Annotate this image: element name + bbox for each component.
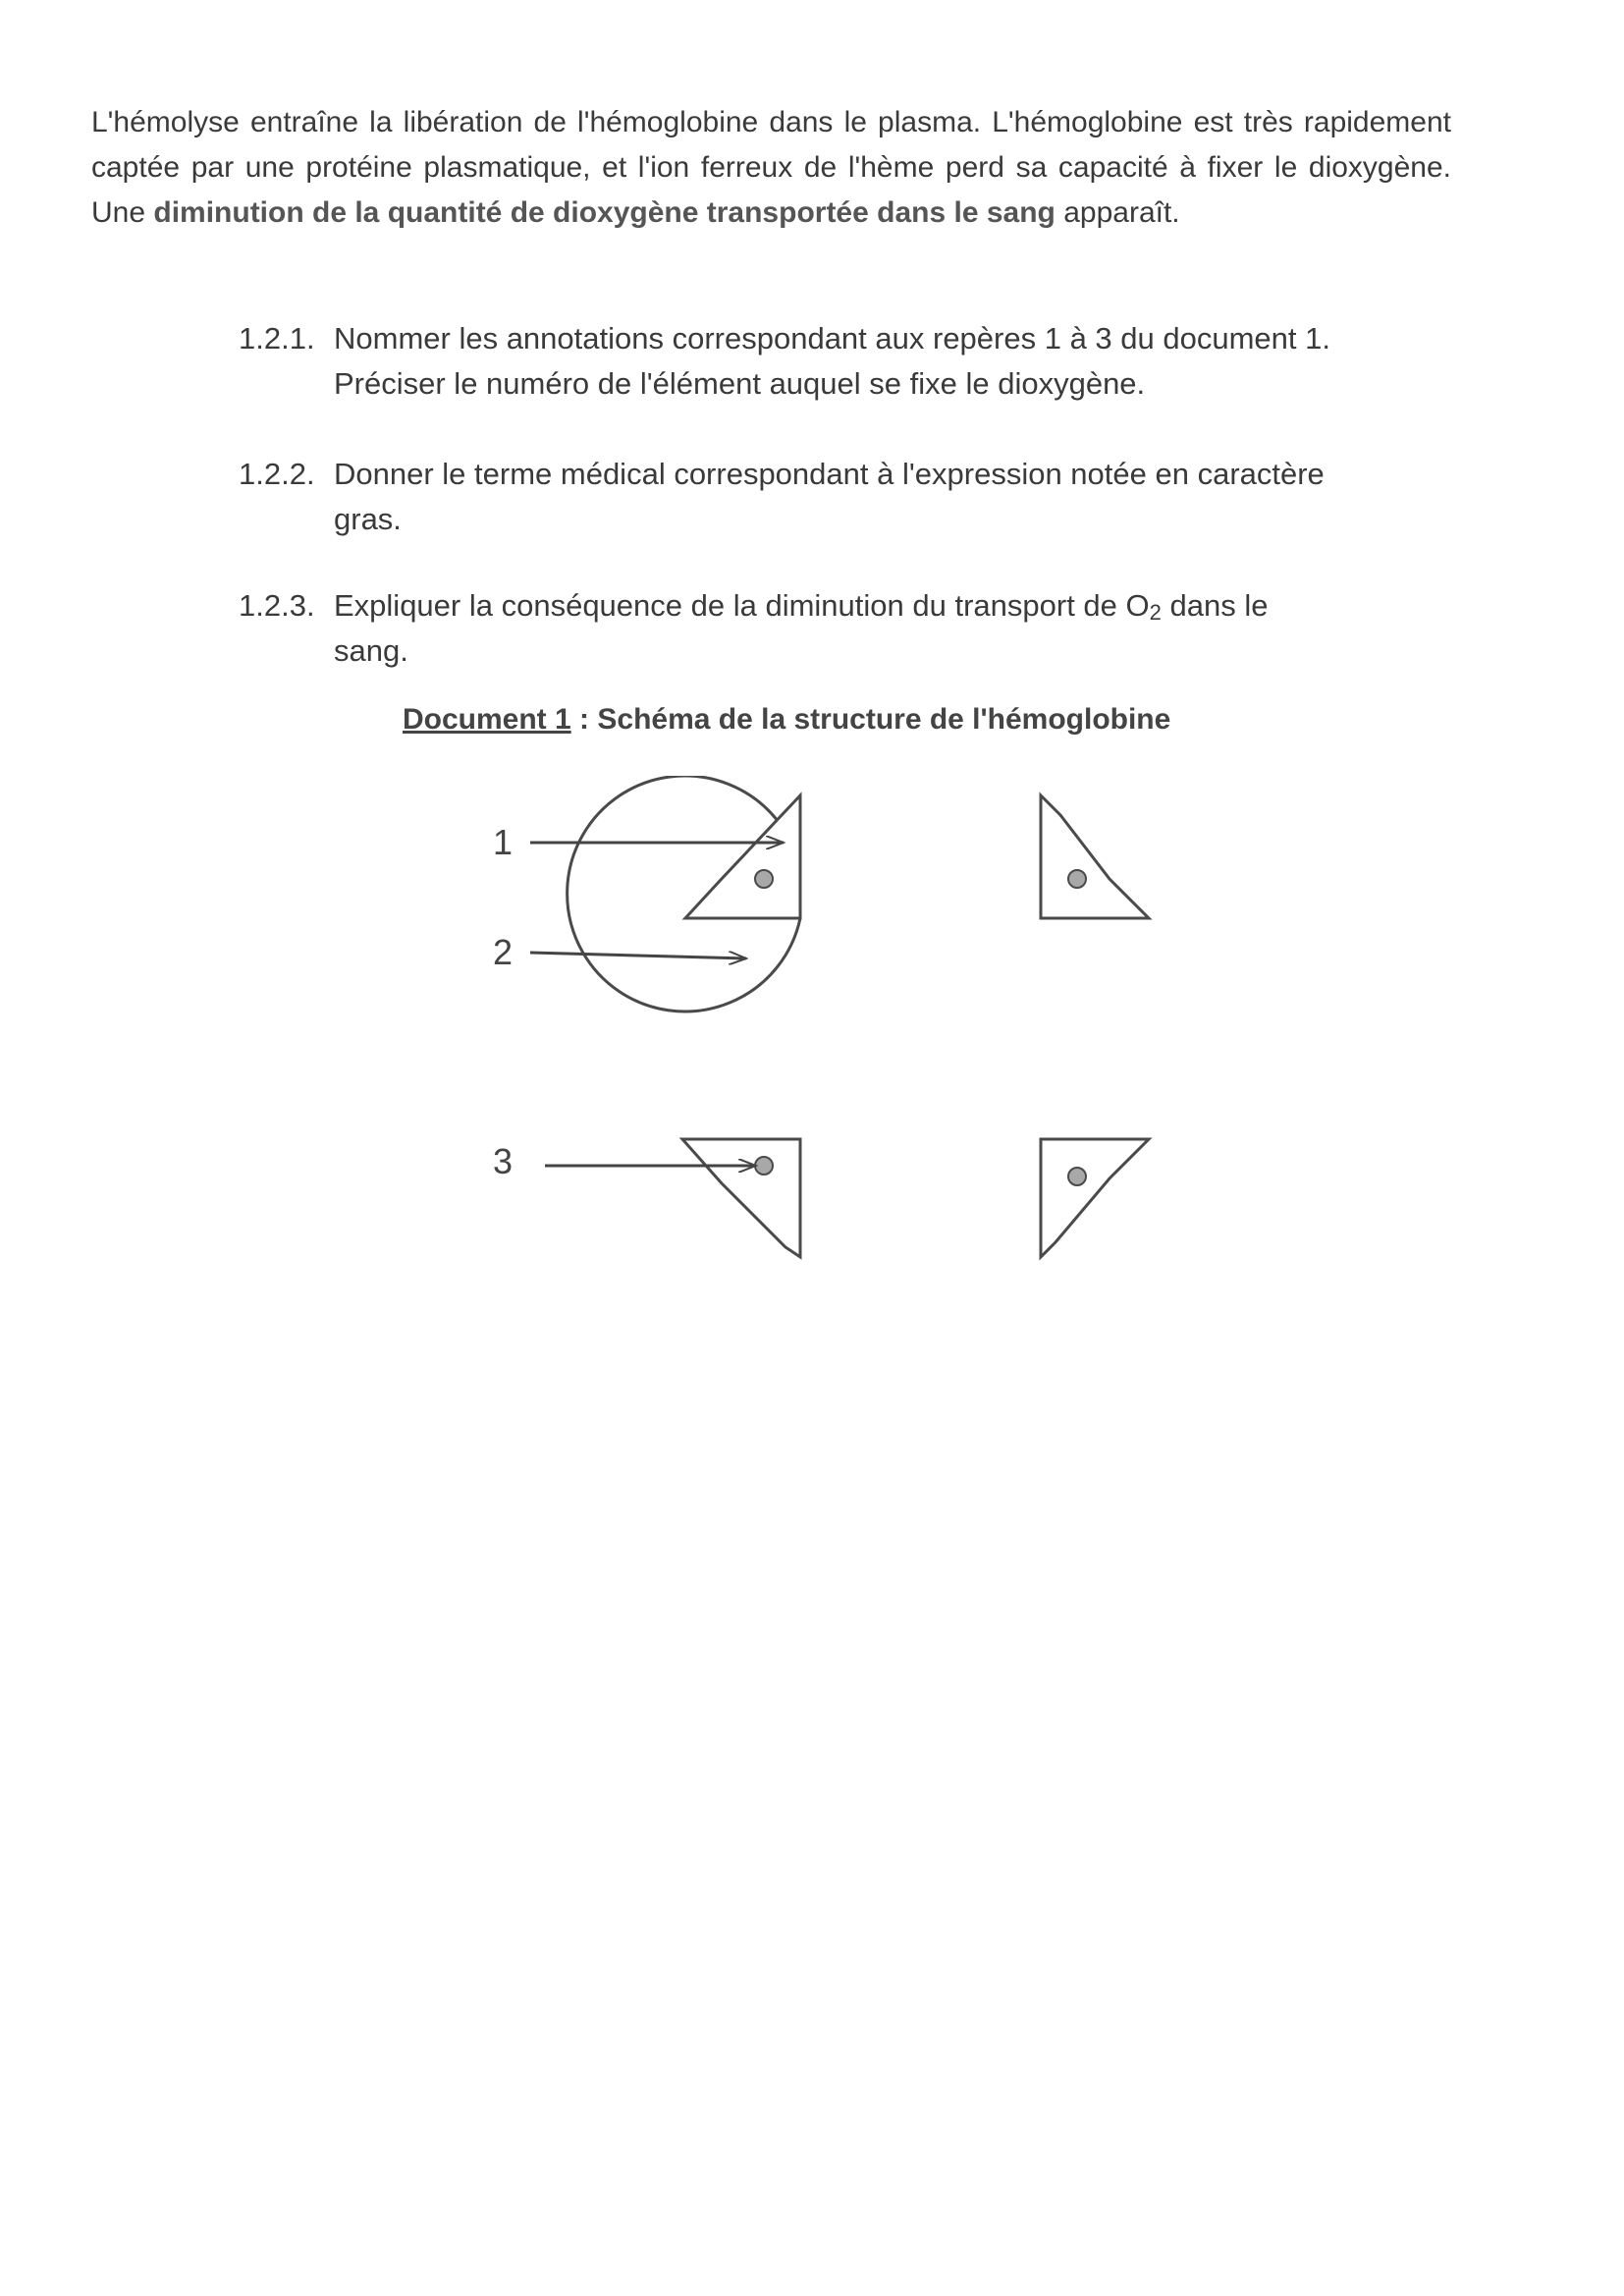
- question-text-continued: gras.: [334, 502, 402, 536]
- question-text: Nommer les annotations correspondant aux repères 1 à 3 du document 1.: [334, 321, 1330, 355]
- heme-pocket-bottom-left: [682, 1139, 800, 1257]
- heme-iron-top-right: [1068, 870, 1086, 888]
- heme-iron-bottom-right: [1068, 1168, 1086, 1185]
- heme-iron-top-left: [755, 870, 773, 888]
- document-title-text: Schéma de la structure de l'hémoglobine: [597, 703, 1171, 736]
- annotation-3: 3: [493, 1141, 514, 1181]
- hemoglobin-diagram: [471, 776, 1188, 1286]
- question-number: 1.2.2.: [239, 457, 315, 491]
- annotation-1: 1: [493, 822, 514, 862]
- intro-end: apparaît.: [1055, 196, 1180, 229]
- intro-text: L'hémolyse entraîne la libération de l'hémoglobine dans le plasma. L'hémoglobine est très rapidement captée par une protéine plasmatique, et l'ion ferreux de l'hème perd sa capacité à fixer le dioxygène. Une: [91, 106, 1451, 229]
- question-text-end: dans le: [1161, 588, 1269, 623]
- intro-paragraph: [91, 100, 1451, 236]
- heme-iron-bottom-left: [755, 1157, 773, 1175]
- question-number: 1.2.1.: [239, 321, 315, 355]
- subscript-2: 2: [1149, 600, 1162, 625]
- question-number: 1.2.3.: [239, 588, 315, 623]
- question-text: Expliquer la conséquence de la diminution du transport de O: [334, 588, 1150, 623]
- heme-pocket-top-right: [1041, 795, 1149, 918]
- question-text-continued: Préciser le numéro de l'élément auquel se fixe le dioxygène.: [334, 366, 1146, 401]
- document-title: [403, 703, 1170, 737]
- question-1-2-3: [239, 583, 1451, 674]
- question-text-continued: sang.: [334, 633, 408, 668]
- question-1-2-2: [239, 452, 1451, 542]
- question-1-2-1: [239, 316, 1451, 407]
- intro-bold-expression: diminution de la quantité de dioxygène transportée dans le sang: [153, 196, 1056, 229]
- heme-pocket-bottom-right: [1041, 1139, 1149, 1257]
- annotation-2: 2: [493, 932, 514, 972]
- document-separator: :: [570, 703, 598, 736]
- document-label: Document 1: [403, 703, 571, 736]
- question-text: Donner le terme médical correspondant à l'expression notée en caractère: [334, 457, 1325, 491]
